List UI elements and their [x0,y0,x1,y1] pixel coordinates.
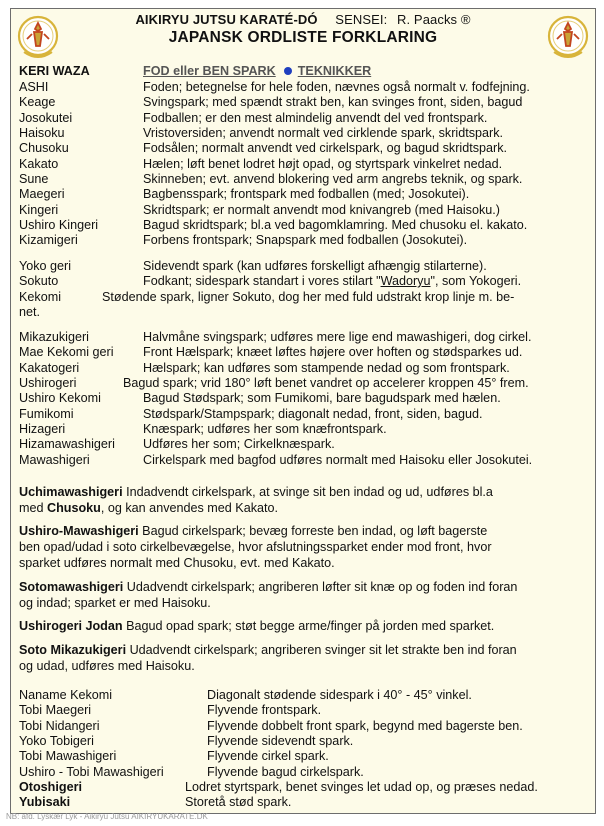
term: Mae Kekomi geri [19,345,114,359]
list-item [19,780,587,795]
term: Sokuto [19,274,59,288]
list-item [19,259,587,274]
description: Skinneben; evt. anvend blokering ved arm angrebs teknik, og spark. [143,172,523,186]
term: Otoshigeri [19,780,82,794]
description: Stødende spark, ligner Sokuto, dog her med fuld udstrakt krop linje m. be- [102,290,515,304]
description: Bagud Stødspark; som Fumikomi, bare bagudspark med hælen. [143,391,501,405]
term: Chusoku [19,141,69,155]
list-item [19,126,587,141]
section-term: KERI WAZA [19,64,90,78]
paragraph-soto-mikazukigeri [19,642,585,674]
club-title: AIKIRYU JUTSU KARATÉ-DÓ [135,12,318,27]
term: Soto Mikazukigeri [19,643,127,657]
term: Keage [19,95,56,109]
term: Tobi Mawashigeri [19,749,117,763]
list-item [19,795,587,810]
list-item [19,95,587,110]
description: Flyvende frontspark. [207,703,322,717]
description-continued: net. [19,305,41,319]
list-item [19,330,587,345]
term: Haisoku [19,126,65,140]
description: Forbens frontspark; Snapspark med fodballen (Josokutei). [143,233,468,247]
description: Cirkelspark med bagfod udføres normalt med Haisoku eller Josokutei. [143,453,533,467]
section-subtitle [143,64,371,79]
description: Front Hælspark; knæet løftes højere over hoften og stødsparkes ud. [143,345,523,359]
paragraph-text: Udadvendt cirkelspark; angriberen svinger sit let strakte ben ind foran [126,643,517,657]
list-item [19,141,587,156]
list-item [19,437,587,452]
document-title: JAPANSK ORDLISTE FORKLARING [168,29,438,46]
description: Svingspark; med spændt strakt ben, kan svinges front, siden, bagud [143,95,523,109]
description: Flyvende dobbelt front spark, begynd med bagerste ben. [207,719,523,733]
section-sub2: TEKNIKKER [297,64,372,78]
list-item [19,80,587,95]
paragraph-ushiro-mawashigeri [19,523,585,571]
list-item [19,203,587,218]
paragraph-sotomawashigeri [19,579,585,611]
list-item [19,218,587,233]
list-item [19,719,587,734]
description: Bagud skridtspark; bl.a ved bagomklamring. Med chusoku el. kakato. [143,218,528,232]
list-item [19,688,587,703]
description: Hælen; løft benet lodret højt opad, og styrtspark vinkelret nedad. [143,157,503,171]
list-item [19,157,587,172]
term: Ushirogeri [19,376,77,390]
description: Storetå stød spark. [185,795,292,809]
description: Sidevendt spark (kan udføres forskelligt afhængig stilarterne). [143,259,487,273]
description: Bagud spark; vrid 180° løft benet vandret op accelerer kroppen 45° frem. [123,376,529,390]
term: Yoko Tobigeri [19,734,94,748]
description: Flyvende cirkel spark. [207,749,329,763]
term: Tobi Maegeri [19,703,92,717]
list-item [19,233,587,248]
description: Skridtspark; er normalt anvendt mod knivangreb (med Haisoku.) [143,203,500,217]
term: Maegeri [19,187,65,201]
term: Sune [19,172,49,186]
term: Kakatogeri [19,361,80,375]
desc-part: ", som Yokogeri. [430,274,522,288]
term: Ushiro Kekomi [19,391,101,405]
section-header [19,64,587,79]
term: Ushirogeri Jodan [19,619,123,633]
term-inline: Chusoku [47,501,101,515]
list-item [19,453,587,468]
list-item [19,749,587,764]
list-item [19,361,587,376]
wadoryu-link[interactable]: Wadoryu [380,274,431,288]
paragraph-text: ben opad/udad i soto cirkelbevægelse, hvor afslutningssparket ender mod front, hvor [19,540,492,554]
term: Ushiro Kingeri [19,218,99,232]
description: Hælspark; kan udføres som stampende nedad og som frontspark. [143,361,510,375]
description: Diagonalt stødende sidespark i 40° - 45° vinkel. [207,688,472,702]
term: ASHI [19,80,49,94]
list-item [19,765,587,780]
list-item [19,290,587,305]
list-item [19,345,587,360]
term: Fumikomi [19,407,74,421]
term: Kizamigeri [19,233,78,247]
description [143,274,521,289]
paragraph-text: og udad, udføres med Haisoku. [19,659,195,673]
term: Kakato [19,157,59,171]
description: Fodsålen; normalt anvendt ved cirkelspark, og bagud skridtspark. [143,141,508,155]
paragraph-text: , og kan anvendes med Kakato. [100,501,279,515]
description: Bagbensspark; frontspark med fodballen (med; Josokutei). [143,187,470,201]
page-footer: NB: afd. Lyskær Lyk - Aikiryu Jutsu AIKIRYUKARATE.DK [6,812,208,821]
paragraph-text: Indadvendt cirkelspark, at svinge sit ben indad og ud, udføres bl.a [122,485,493,499]
description: Fodballen; er den mest almindelig anvendt del ved frontspark. [143,111,488,125]
bullet-dot-icon [284,67,292,75]
sensei-name: R. Paacks ® [397,12,471,27]
list-item [19,734,587,749]
list-item-continued [19,305,587,320]
paragraph-text: Udadvendt cirkelspark; angriberen løfter sit knæ op og foden ind foran [123,580,518,594]
list-item [19,391,587,406]
term: Tobi Nidangeri [19,719,100,733]
header-line-1 [11,12,595,27]
description: Stødspark/Stampspark; diagonalt nedad, front, siden, bagud. [143,407,483,421]
paragraph-text: med [19,501,47,515]
term: Naname Kekomi [19,688,113,702]
term: Josokutei [19,111,73,125]
description: Flyvende bagud cirkelspark. [207,765,364,779]
term: Sotomawashigeri [19,580,124,594]
term: Mawashigeri [19,453,90,467]
term: Hizageri [19,422,66,436]
section-sub1: FOD eller BEN SPARK [143,64,276,78]
term: Yoko geri [19,259,72,273]
term: Mikazukigeri [19,330,89,344]
term: Uchimawashigeri [19,485,123,499]
document-page [10,8,596,814]
description: Udføres her som; Cirkelknæspark. [143,437,335,451]
sensei-label: SENSEI: [335,12,388,27]
list-item [19,172,587,187]
paragraph-uchimawashigeri [19,484,585,516]
description: Halvmåne svingspark; udføres mere lige end mawashigeri, dog cirkel. [143,330,532,344]
description: Flyvende sidevendt spark. [207,734,354,748]
paragraph-text: Bagud opad spark; støt begge arme/finger på jorden med sparket. [122,619,495,633]
desc-part: Fodkant; sidespark standart i vores stilart " [143,274,381,288]
description: Foden; betegnelse for hele foden, nævnes også normalt v. fodfejning. [143,80,530,94]
paragraph-text: sparket udføres normalt med Chusoku, evt. med Kakato. [19,556,335,570]
term: Kingeri [19,203,59,217]
paragraph-text: og indad; sparket er med Haisoku. [19,596,211,610]
term: Ushiro-Mawashigeri [19,524,139,538]
description: Knæspark; udføres her som knæfrontspark. [143,422,387,436]
list-item [19,422,587,437]
list-item [19,187,587,202]
paragraph-ushirogeri-jodan [19,618,585,634]
list-item [19,376,587,391]
list-item [19,703,587,718]
list-item [19,274,587,289]
term: Ushiro - Tobi Mawashigeri [19,765,164,779]
description: Vristoversiden; anvendt normalt ved cirklende spark, skridtspark. [143,126,504,140]
paragraph-text: Bagud cirkelspark; bevæg forreste ben indad, og løft bagerste [138,524,488,538]
term: Hizamawashigeri [19,437,115,451]
description: Lodret styrtspark, benet svinges let udad op, og præses nedad. [185,780,538,794]
list-item [19,407,587,422]
term: Yubisaki [19,795,71,809]
list-item [19,111,587,126]
term: Kekomi [19,290,61,304]
